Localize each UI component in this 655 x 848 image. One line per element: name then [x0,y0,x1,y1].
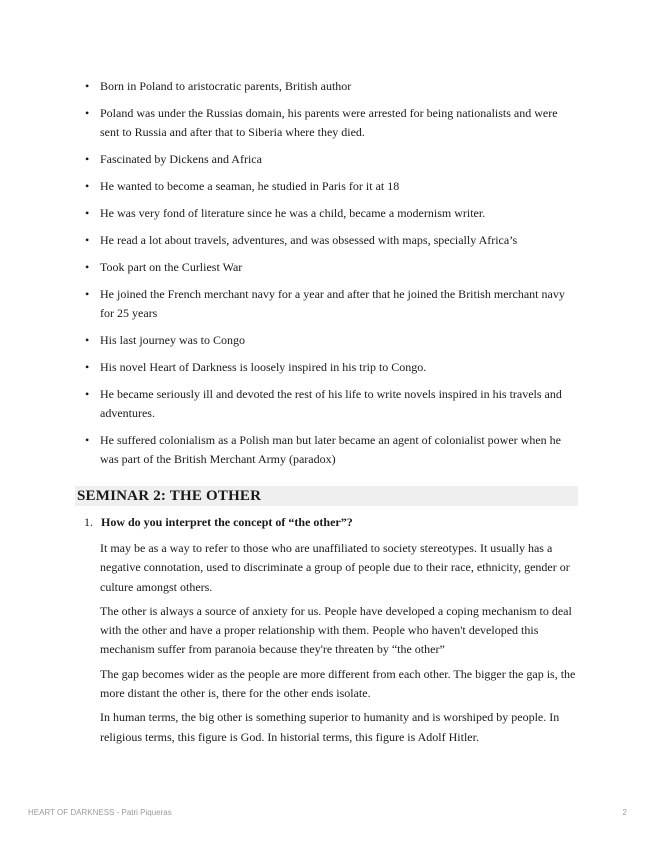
bullet-item: • He read a lot about travels, adventures, and was obsessed with maps, specially Africa’s [78,231,578,250]
bullet-item: • Took part on the Curliest War [78,258,578,277]
bullet-item: • He suffered colonialism as a Polish man but later became an agent of colonialist power when he was part of the British Merchant Army (paradox) [78,431,578,469]
bullet-item: • Poland was under the Russias domain, his parents were arrested for being nationalists and were sent to Russia and after that to Siberia where they died. [78,104,578,142]
page-number: 2 [622,808,627,817]
section-heading: SEMINAR 2: THE OTHER [75,486,578,506]
answer-paragraph: The gap becomes wider as the people are more different from each other. The bigger the gap is, the more distant the other is, there for the other ends isolate. [100,666,576,701]
bullet-item: • His novel Heart of Darkness is loosely inspired in his trip to Congo. [78,358,578,377]
bullet-item: • He wanted to become a seaman, he studied in Paris for it at 18 [78,177,578,196]
biography-bullet-list [78,77,578,477]
question-number: 1. [84,515,93,529]
answer-paragraph: In human terms, the big other is something superior to humanity and is worshiped by people. In religious terms, this figure is God. In historial terms, this figure is Adolf Hitler. [100,710,560,744]
question-item [84,513,578,532]
footer-title: HEART OF DARKNESS - Patri Piqueras [28,808,172,817]
bullet-item: • He joined the French merchant navy for a year and after that he joined the British merchant navy for 25 years [78,285,578,323]
question-text: How do you interpret the concept of “the other”? [101,515,353,529]
answer-paragraph: The other is always a source of anxiety for us. People have developed a coping mechanism to deal with the other and have a proper relationship with them. People who haven't developed this mechanism suffer from paranoia because they're threaten by “the other” [100,603,572,657]
bullet-item: • His last journey was to Congo [78,331,578,350]
answer-block [100,539,580,752]
bullet-item: • Born in Poland to aristocratic parents, British author [78,77,578,96]
bullet-item: • Fascinated by Dickens and Africa [78,150,578,169]
answer-paragraph: It may be as a way to refer to those who are unaffiliated to society stereotypes. It usually has a negative connotation, used to discriminate a group of people due to their race, ethnicity, gender or culture amongst others. [100,541,570,594]
bullet-item: • He became seriously ill and devoted the rest of his life to write novels inspired in his travels and adventures. [78,385,578,423]
bullet-item: • He was very fond of literature since he was a child, became a modernism writer. [78,204,578,223]
